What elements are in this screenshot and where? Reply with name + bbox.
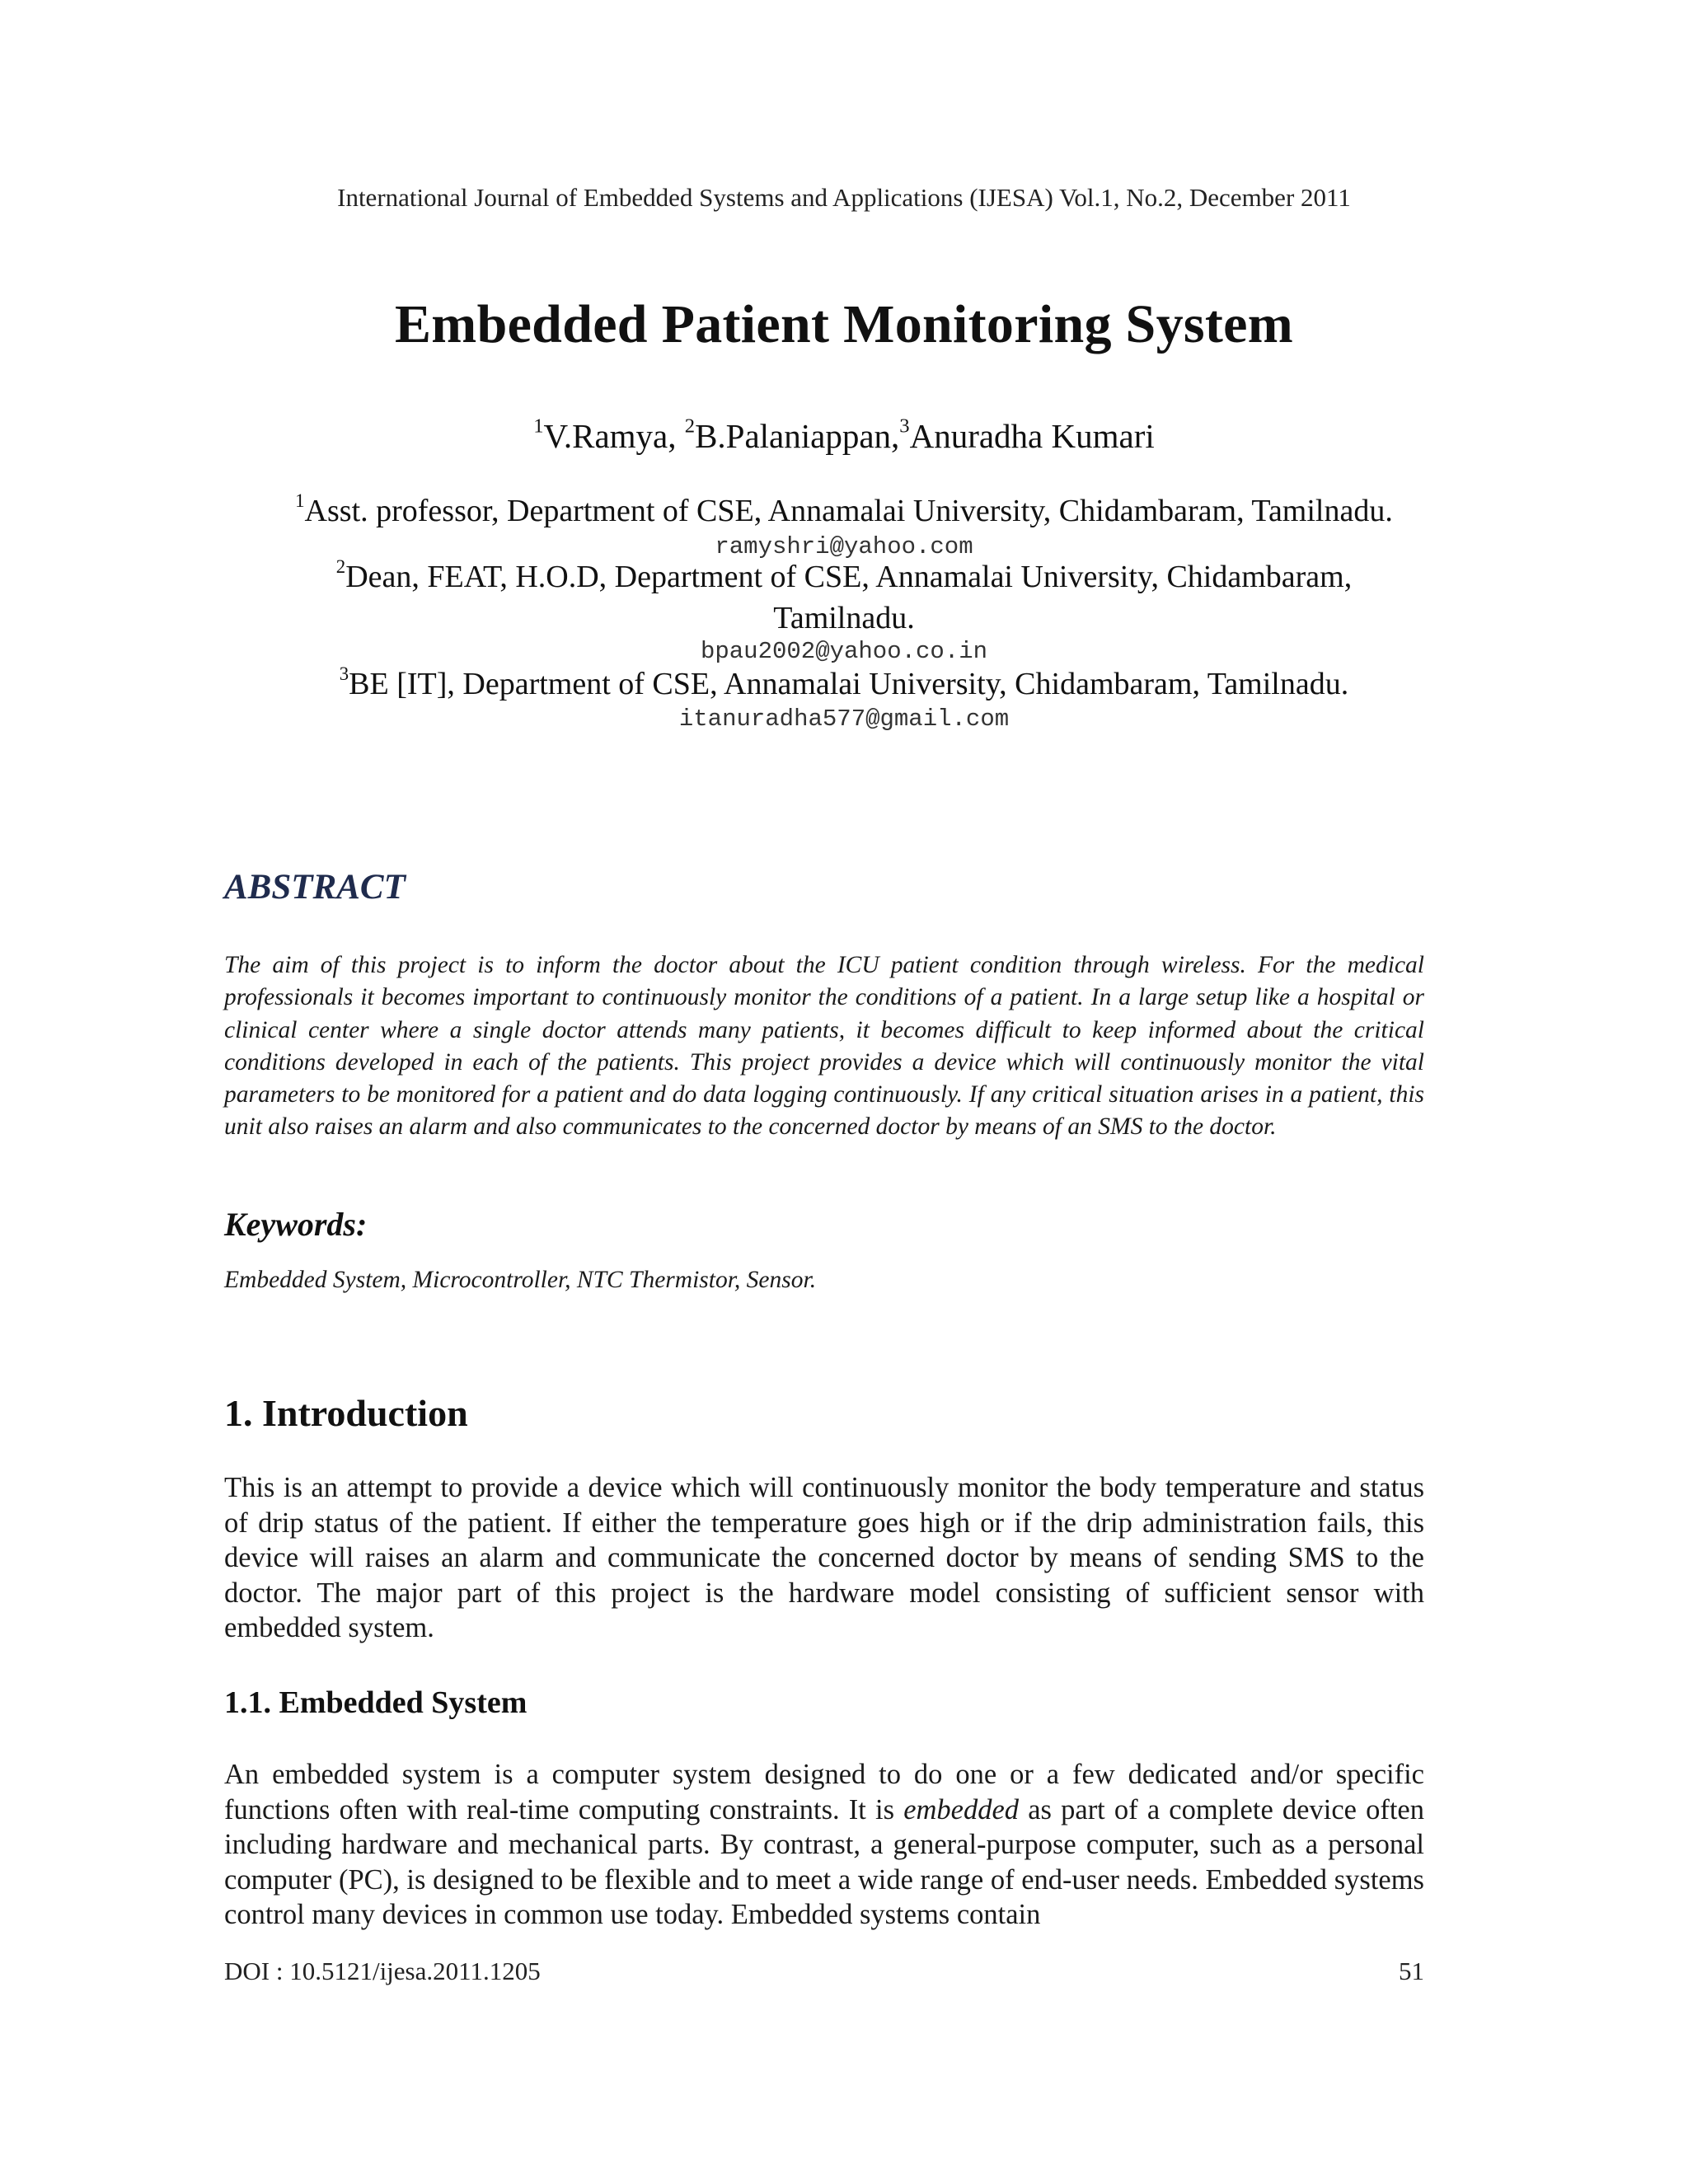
affiliation-2-email: bpau2002@yahoo.co.in: [700, 638, 988, 665]
affiliation-1-text: Asst. professor, Department of CSE, Annamalai University, Chidambaram, Tamilnadu.: [304, 494, 1393, 528]
affiliation-1: [0, 491, 1688, 531]
author-list: [0, 416, 1688, 456]
author-3-index: 3: [899, 415, 910, 438]
affiliation-3-text: BE [IT], Department of CSE, Annamalai University, Chidambaram, Tamilnadu.: [349, 667, 1349, 701]
author-2-index: 2: [684, 415, 696, 438]
abstract-body: The aim of this project is to inform the doctor about the ICU patient condition through wireless. For the medical professionals it becomes important to continuously monitor the conditions of a patient. In a large setup like a hospital or clinical center where a single doctor attends many patients, it becomes difficult to keep informed about the critical conditions developed in each of the patients. This project provides a device which will continuously monitor the vital parameters to be monitored for a patient and do data logging continuously. If any critical situation arises in a patient, this unit also raises an alarm and also communicates to the concerned doctor by means of an SMS to the doctor.: [224, 952, 1424, 1141]
page-number: 51: [1399, 1957, 1424, 1985]
embedded-system-heading: 1.1. Embedded System: [224, 1685, 528, 1720]
keywords-heading: Keywords:: [224, 1206, 368, 1243]
affiliation-2-text-cont: Tamilnadu.: [773, 601, 915, 635]
introduction-body: This is an attempt to provide a device which will continuously monitor the body temperature and status of drip status of the patient. If either the temperature goes high or if the drip administration fails, this device will raises an alarm and communicate the concerned doctor by means of sending SMS to the doctor. The major part of this project is the hardware model consisting of sufficient sensor with embedded system.: [224, 1472, 1424, 1643]
embedded-system-body-part-2: as part of a complete device often including hardware and mechanical parts. By contrast, a general-purpose computer, such as a personal computer (PC), is designed to be flexible and to meet a wide range of end-user needs. Embedded systems control many devices in common use today. Embedded systems contain: [224, 1793, 1424, 1930]
introduction-heading: 1. Introduction: [224, 1392, 468, 1434]
author-3-name: Anuradha Kumari: [909, 417, 1155, 455]
author-2-name: B.Palaniappan,: [695, 417, 900, 455]
affiliation-2-text: Dean, FEAT, H.O.D, Department of CSE, Annamalai University, Chidambaram,: [345, 560, 1353, 594]
affiliation-1-email: ramyshri@yahoo.com: [715, 533, 973, 560]
affiliation-3-email: itanuradha577@gmail.com: [678, 705, 1010, 733]
keywords-body: Embedded System, Microcontroller, NTC Thermistor, Sensor.: [224, 1267, 817, 1293]
embedded-system-body-part-1: An embedded system is a computer system designed to do one or a few dedicated and/or specific functions often with real-time computing constraints. It is: [224, 1759, 1424, 1825]
journal-header: International Journal of Embedded Systems and Applications (IJESA) Vol.1, No.2, December 2011: [337, 183, 1351, 212]
paper-title: Embedded Patient Monitoring System: [394, 294, 1293, 354]
footer-doi: DOI : 10.5121/ijesa.2011.1205: [224, 1957, 541, 1985]
embedded-system-body: [224, 1757, 1424, 1933]
author-1-name: V.Ramya,: [543, 417, 685, 455]
embedded-system-body-emphasis: embedded: [903, 1793, 1020, 1825]
affiliation-3: [0, 664, 1688, 704]
affiliation-3-index: 3: [339, 663, 349, 684]
abstract-heading: ABSTRACT: [224, 868, 406, 907]
affiliation-2: [0, 557, 1688, 597]
affiliation-2-index: 2: [335, 555, 346, 577]
author-1-index: 1: [533, 415, 544, 438]
affiliation-1-index: 1: [295, 490, 305, 511]
